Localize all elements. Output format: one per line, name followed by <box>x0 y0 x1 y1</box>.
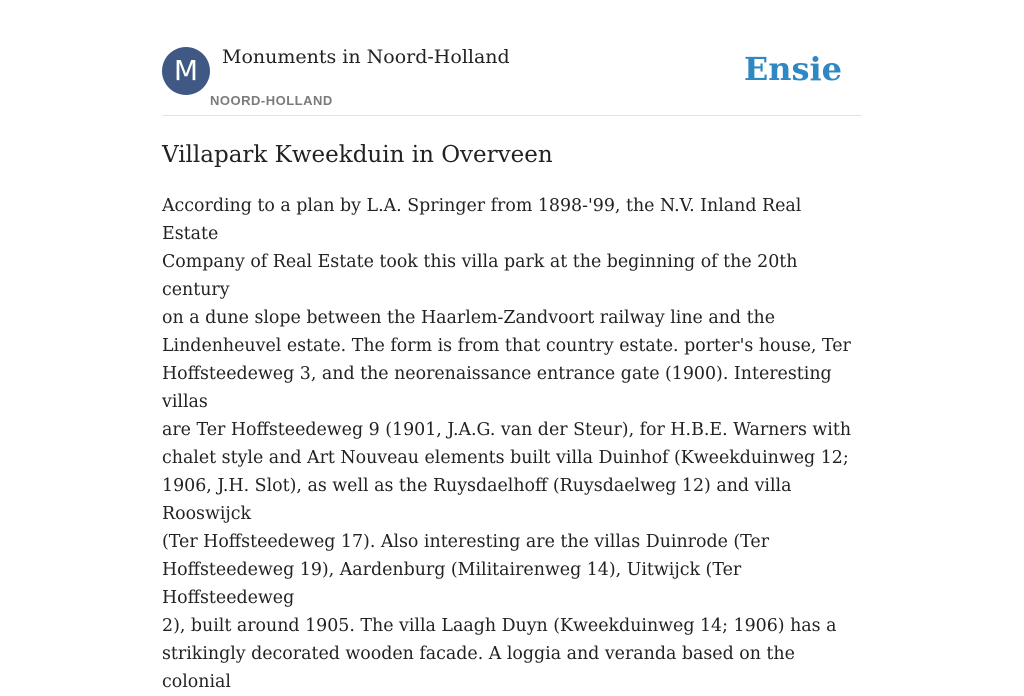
article-line: chalet style and Art Nouveau elements built villa Duinhof (Kweekduinweg 12; <box>162 448 849 468</box>
site-title[interactable]: Monuments in Noord-Holland <box>222 46 510 68</box>
header-divider <box>162 115 862 116</box>
article-line: 2), built around 1905. The villa Laagh Duyn (Kweekduinweg 14; 1906) has a <box>162 616 837 636</box>
article-line: are Ter Hoffsteedeweg 9 (1901, J.A.G. van der Steur), for H.B.E. Warners with <box>162 420 852 440</box>
article-line: Lindenheuvel estate. The form is from that country estate. porter's house, Ter <box>162 336 851 356</box>
header <box>162 46 862 116</box>
category-label[interactable]: NOORD-HOLLAND <box>210 93 333 108</box>
article-line: Hoffsteedeweg 3, and the neorenaissance entrance gate (1900). Interesting villas <box>162 364 832 412</box>
article-line: on a dune slope between the Haarlem-Zandvoort railway line and the <box>162 308 776 328</box>
article-line: Company of Real Estate took this villa park at the beginning of the 20th century <box>162 252 798 300</box>
brand-logo[interactable]: Ensie <box>743 50 842 88</box>
article-line: Hoffsteedeweg 19), Aardenburg (Militairenweg 14), Uitwijck (Ter Hoffsteedeweg <box>162 560 742 608</box>
avatar-letter: M <box>173 54 199 87</box>
avatar[interactable] <box>162 47 210 95</box>
article-line: strikingly decorated wooden facade. A loggia and veranda based on the colonial <box>162 644 795 692</box>
article-line: (Ter Hoffsteedeweg 17). Also interesting are the villas Duinrode (Ter <box>162 532 770 552</box>
article-line: 1906, J.H. Slot), as well as the Ruysdaelhoff (Ruysdaelweg 12) and villa Rooswijck <box>162 476 792 524</box>
article-title: Villapark Kweekduin in Overveen <box>162 142 553 168</box>
article-body <box>162 192 862 696</box>
article-line: According to a plan by L.A. Springer from 1898-'99, the N.V. Inland Real Estate <box>162 196 802 244</box>
